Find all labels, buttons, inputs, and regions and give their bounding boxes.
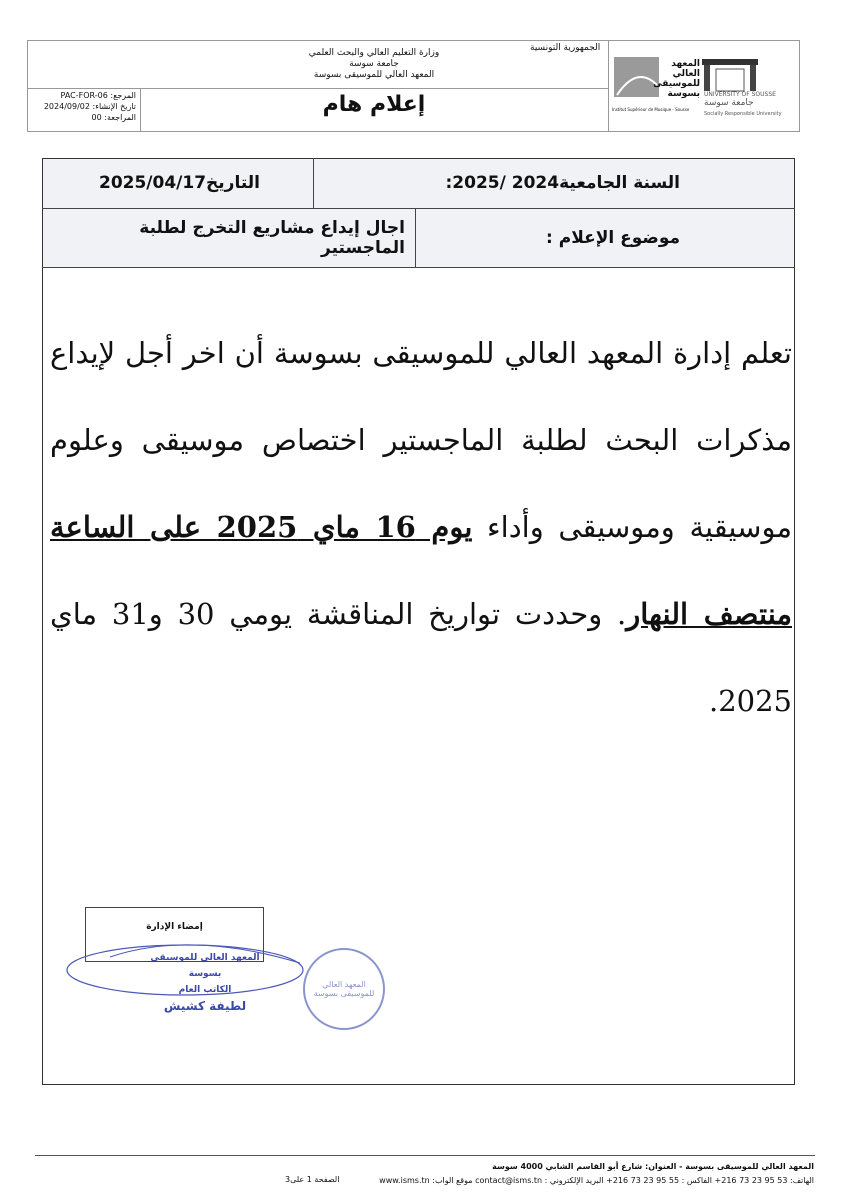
logos [612, 55, 794, 125]
university-logo-en: UNIVERSITY OF SOUSSE [704, 91, 776, 98]
body-text-end: . وحددت تواريخ المناقشة يومي 30 و31 ماي 2025. [50, 597, 792, 718]
subject-label: موضوع الإعلام : [546, 228, 680, 248]
signature-label: إمضاء الإدارة [146, 922, 203, 932]
round-stamp: المعهد العالي للموسيقى بسوسة [303, 948, 385, 1030]
page-title: إعلام هام [322, 92, 426, 117]
ministry-line: وزارة التعليم العالي والبحث العلمي [308, 48, 440, 58]
institute-line: المعهد العالي للموسيقى بسوسة [313, 70, 435, 80]
divider [608, 40, 609, 131]
reference-code: المرجع: PAC-FOR-06 [60, 91, 136, 100]
footer-address: المعهد العالي للموسيقى بسوسة - العنوان: شارع أبو القاسم الشابي 4000 سوسة [492, 1162, 814, 1171]
body-text: تعلم إدارة المعهد العالي للموسيقى بسوسة أن اخر أجل لإيداع مذكرات البحث لطلبة الماجستير اختصاص موسيقى وعلوم موسيقية وموسيقى وأداء [50, 336, 792, 544]
footer-contacts: الهاتف: 53 95 23 73 216+ الفاكس : 55 95 23 73 216+ البريد الإلكتروني : contact@isms.tn موقع الواب: www.isms.tn [379, 1176, 814, 1185]
signature-scribble [60, 935, 310, 1005]
academic-year: السنة الجامعية2024 /2025: [445, 173, 680, 193]
creation-date: تاريخ الإنشاء: 2024/09/02 [43, 102, 136, 111]
document-reference [30, 90, 136, 123]
announcement-date: التاريخ2025/04/17 [98, 173, 260, 193]
university-logo-subtitle: Socially Responsible University [704, 111, 782, 117]
university-logo-ar: جامعة سوسة [704, 98, 754, 108]
stamp-line: الكاتب العام [178, 985, 232, 995]
revision: المراجعة: 00 [91, 113, 136, 122]
announcement-body [50, 310, 792, 745]
divider [27, 88, 608, 89]
footer-divider [35, 1155, 815, 1156]
footer [379, 1160, 814, 1188]
page-number: الصفحة 1 على3 [285, 1175, 340, 1184]
institute-logo-text: المعهد العالي للموسيقى بسوسة [653, 59, 700, 99]
ministry-block [140, 48, 608, 81]
stamp-line: المعهد العالي للموسيقى بسوسة [150, 953, 260, 979]
university-line: جامعة سوسة [349, 59, 399, 69]
deadline-emphasis: يوم 16 ماي 2025 على الساعة منتصف النهار [50, 510, 792, 631]
republic-label: الجمهورية التونسية [530, 43, 601, 53]
institute-logo-subtitle: Institut Supérieur de Musique - Sousse [612, 107, 690, 112]
stamp-name: لطيفة كشيش [163, 999, 247, 1013]
subject: اجال إيداع مشاريع التخرج لطلبة الماجستير [139, 218, 405, 258]
